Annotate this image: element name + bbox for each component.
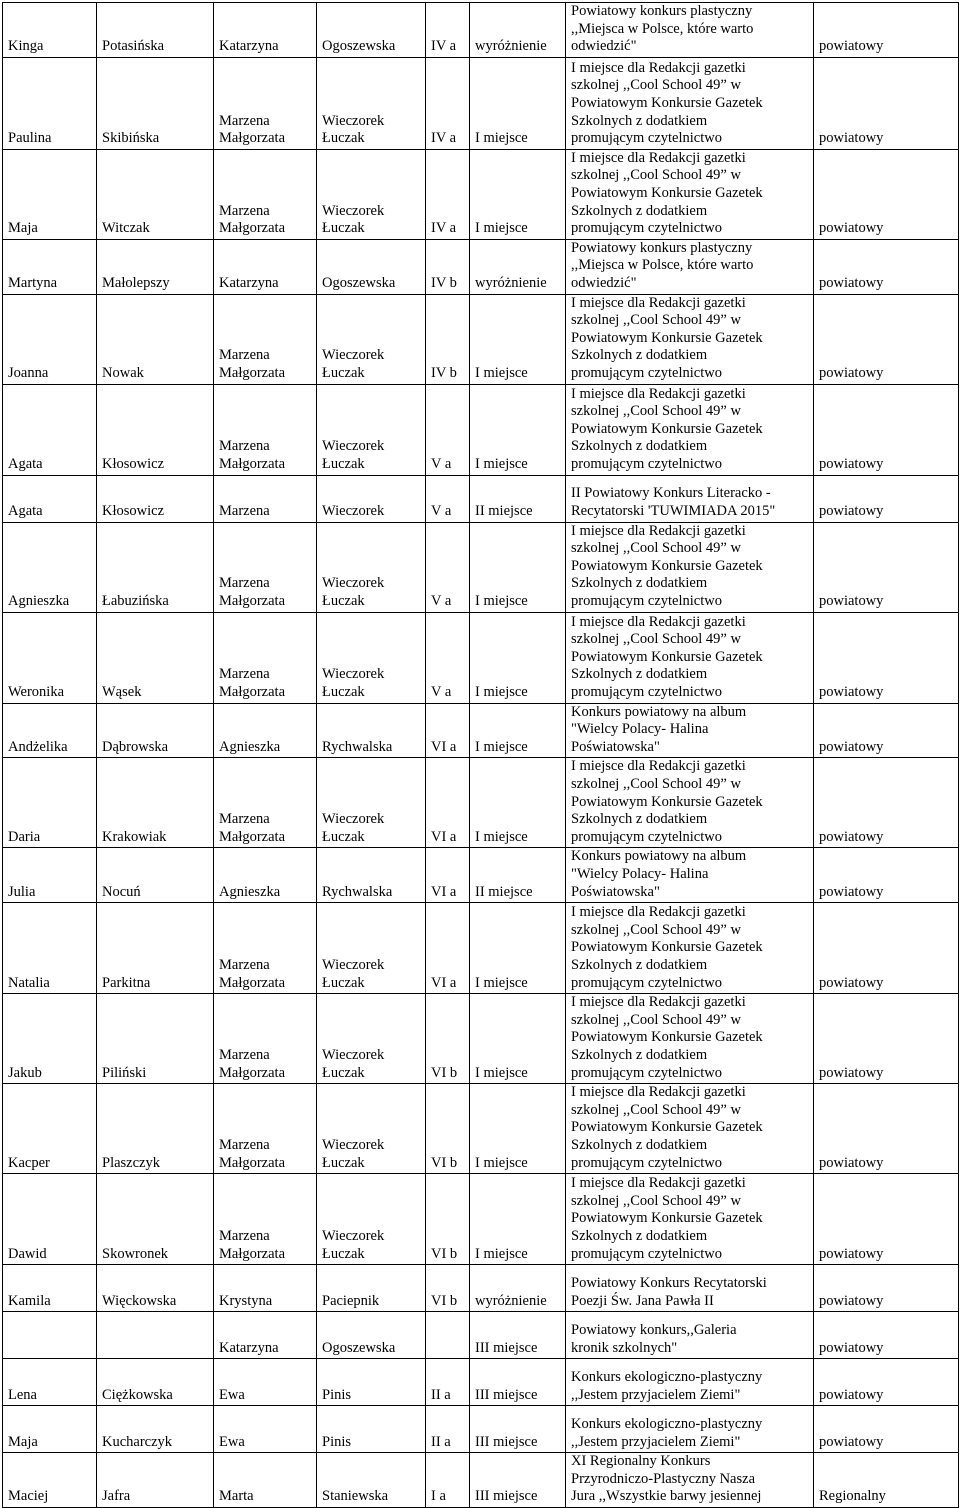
class-cell: VI b [426,1084,470,1174]
teacher-last-name: Wieczorek Łuczak [317,294,426,384]
class-cell: VI a [426,703,470,758]
placement-cell: II miejsce [470,475,566,522]
class-cell: IV a [426,57,470,149]
contest-cell: Powiatowy konkurs,,Galeria kronik szkolnych" [566,1312,814,1359]
placement-cell: I miejsce [470,149,566,239]
class-cell: II a [426,1406,470,1453]
placement-cell: I miejsce [470,1084,566,1174]
class-cell: IV b [426,294,470,384]
table-row [3,758,959,848]
level-cell: powiatowy [814,758,959,848]
placement-cell: I miejsce [470,903,566,994]
student-first-name: Maja [3,1406,97,1453]
contest-cell: I miejsce dla Redakcji gazetki szkolnej ,,Cool School 49” w Powiatowym Konkursie Gazetek Szkolnych z dodatkiem promującym czytelnictwo [566,57,814,149]
placement-cell: I miejsce [470,57,566,149]
level-cell: powiatowy [814,522,959,612]
student-first-name [3,1312,97,1359]
teacher-last-name: Ogoszewska [317,239,426,294]
level-cell: powiatowy [814,1312,959,1359]
teacher-first-name: Marzena Małgorzata [214,57,317,149]
student-last-name: Jafra [97,1453,214,1508]
placement-cell: III miejsce [470,1359,566,1406]
table-row [3,384,959,475]
class-cell: VI b [426,1174,470,1265]
student-last-name: Witczak [97,149,214,239]
teacher-last-name: Paciepnik [317,1265,426,1312]
placement-cell: I miejsce [470,1174,566,1265]
table-row [3,848,959,903]
level-cell: powiatowy [814,1359,959,1406]
teacher-first-name: Ewa [214,1406,317,1453]
teacher-first-name: Katarzyna [214,3,317,58]
class-cell: V a [426,522,470,612]
table-row [3,1359,959,1406]
teacher-last-name: Ogoszewska [317,3,426,58]
teacher-first-name: Marzena Małgorzata [214,522,317,612]
table-row [3,612,959,703]
teacher-last-name: Wieczorek Łuczak [317,994,426,1084]
level-cell: powiatowy [814,612,959,703]
student-first-name: Martyna [3,239,97,294]
level-cell: powiatowy [814,1174,959,1265]
student-first-name: Lena [3,1359,97,1406]
contest-cell: II Powiatowy Konkurs Literacko - Recytatorski 'TUWIMIADA 2015" [566,475,814,522]
contest-cell: I miejsce dla Redakcji gazetki szkolnej ,,Cool School 49” w Powiatowym Konkursie Gazetek Szkolnych z dodatkiem promującym czytelnictwo [566,294,814,384]
class-cell: IV a [426,149,470,239]
table-row [3,57,959,149]
student-first-name: Dawid [3,1174,97,1265]
teacher-last-name: Wieczorek Łuczak [317,1174,426,1265]
table-row [3,1453,959,1508]
placement-cell: I miejsce [470,384,566,475]
teacher-last-name: Wieczorek Łuczak [317,758,426,848]
placement-cell: wyróżnienie [470,3,566,58]
student-last-name: Nocuń [97,848,214,903]
teacher-first-name: Katarzyna [214,239,317,294]
student-last-name: Kłosowicz [97,475,214,522]
level-cell: powiatowy [814,903,959,994]
student-first-name: Weronika [3,612,97,703]
contest-cell: I miejsce dla Redakcji gazetki szkolnej ,,Cool School 49” w Powiatowym Konkursie Gazetek Szkolnych z dodatkiem promującym czytelnictwo [566,149,814,239]
teacher-last-name: Pinis [317,1406,426,1453]
table-row [3,522,959,612]
contest-cell: Powiatowy konkurs plastyczny ,,Miejsca w Polsce, które warto odwiedzić" [566,3,814,58]
placement-cell: II miejsce [470,848,566,903]
student-first-name: Kacper [3,1084,97,1174]
level-cell: Regionalny [814,1453,959,1508]
student-last-name: Krakowiak [97,758,214,848]
student-first-name: Paulina [3,57,97,149]
student-last-name: Małolepszy [97,239,214,294]
contest-cell: I miejsce dla Redakcji gazetki szkolnej ,,Cool School 49” w Powiatowym Konkursie Gazetek Szkolnych z dodatkiem promującym czytelnictwo [566,1174,814,1265]
contest-cell: I miejsce dla Redakcji gazetki szkolnej ,,Cool School 49” w Powiatowym Konkursie Gazetek Szkolnych z dodatkiem promującym czytelnictwo [566,384,814,475]
placement-cell: I miejsce [470,522,566,612]
student-first-name: Maja [3,149,97,239]
placement-cell: III miejsce [470,1312,566,1359]
level-cell: powiatowy [814,1265,959,1312]
level-cell: powiatowy [814,994,959,1084]
class-cell: II a [426,1359,470,1406]
student-last-name: Nowak [97,294,214,384]
teacher-last-name: Rychwalska [317,848,426,903]
contest-cell: Konkurs ekologiczno-plastyczny ,,Jestem przyjacielem Ziemi" [566,1406,814,1453]
level-cell: powiatowy [814,57,959,149]
table-row [3,994,959,1084]
teacher-first-name: Marzena Małgorzata [214,384,317,475]
student-first-name: Agata [3,384,97,475]
class-cell: V a [426,612,470,703]
class-cell: VI a [426,903,470,994]
teacher-first-name: Marzena Małgorzata [214,903,317,994]
student-last-name: Parkitna [97,903,214,994]
contest-cell: Konkurs ekologiczno-plastyczny ,,Jestem przyjacielem Ziemi" [566,1359,814,1406]
placement-cell: I miejsce [470,758,566,848]
table-row [3,903,959,994]
student-first-name: Julia [3,848,97,903]
level-cell: powiatowy [814,703,959,758]
contest-cell: I miejsce dla Redakcji gazetki szkolnej ,,Cool School 49” w Powiatowym Konkursie Gazetek Szkolnych z dodatkiem promującym czytelnictwo [566,522,814,612]
teacher-last-name: Wieczorek Łuczak [317,384,426,475]
student-first-name: Joanna [3,294,97,384]
student-first-name: Andżelika [3,703,97,758]
contest-cell: I miejsce dla Redakcji gazetki szkolnej ,,Cool School 49” w Powiatowym Konkursie Gazetek Szkolnych z dodatkiem promującym czytelnictwo [566,1084,814,1174]
level-cell: powiatowy [814,294,959,384]
class-cell: V a [426,384,470,475]
table-row [3,1406,959,1453]
contest-cell: I miejsce dla Redakcji gazetki szkolnej ,,Cool School 49” w Powiatowym Konkursie Gazetek Szkolnych z dodatkiem promującym czytelnictwo [566,758,814,848]
student-first-name: Agnieszka [3,522,97,612]
teacher-first-name: Katarzyna [214,1312,317,1359]
student-first-name: Agata [3,475,97,522]
teacher-last-name: Wieczorek [317,475,426,522]
teacher-last-name: Pinis [317,1359,426,1406]
teacher-last-name: Wieczorek Łuczak [317,522,426,612]
class-cell: IV b [426,239,470,294]
level-cell: powiatowy [814,384,959,475]
level-cell: powiatowy [814,239,959,294]
teacher-last-name: Wieczorek Łuczak [317,149,426,239]
level-cell: powiatowy [814,475,959,522]
teacher-first-name: Marzena Małgorzata [214,1084,317,1174]
table-row [3,1174,959,1265]
awards-table-body [3,3,959,1508]
student-last-name [97,1312,214,1359]
contest-cell: I miejsce dla Redakcji gazetki szkolnej ,,Cool School 49” w Powiatowym Konkursie Gazetek Szkolnych z dodatkiem promującym czytelnictwo [566,612,814,703]
class-cell: VI a [426,848,470,903]
level-cell: powiatowy [814,3,959,58]
table-row [3,149,959,239]
teacher-last-name: Ogoszewska [317,1312,426,1359]
class-cell: I a [426,1453,470,1508]
class-cell [426,1312,470,1359]
student-last-name: Kucharczyk [97,1406,214,1453]
placement-cell: I miejsce [470,703,566,758]
placement-cell: III miejsce [470,1453,566,1508]
placement-cell: III miejsce [470,1406,566,1453]
student-last-name: Skibińska [97,57,214,149]
teacher-first-name: Agnieszka [214,703,317,758]
class-cell: VI a [426,758,470,848]
teacher-first-name: Krystyna [214,1265,317,1312]
student-first-name: Kinga [3,3,97,58]
awards-table [2,2,959,1508]
table-row [3,1084,959,1174]
table-row [3,239,959,294]
student-last-name: Kłosowicz [97,384,214,475]
level-cell: powiatowy [814,1406,959,1453]
teacher-first-name: Marzena Małgorzata [214,1174,317,1265]
class-cell: VI b [426,1265,470,1312]
contest-cell: I miejsce dla Redakcji gazetki szkolnej ,,Cool School 49” w Powiatowym Konkursie Gazetek Szkolnych z dodatkiem promującym czytelnictwo [566,903,814,994]
placement-cell: wyróżnienie [470,239,566,294]
level-cell: powiatowy [814,848,959,903]
student-first-name: Kamila [3,1265,97,1312]
teacher-first-name: Ewa [214,1359,317,1406]
placement-cell: wyróżnienie [470,1265,566,1312]
student-first-name: Maciej [3,1453,97,1508]
level-cell: powiatowy [814,149,959,239]
teacher-last-name: Wieczorek Łuczak [317,1084,426,1174]
teacher-last-name: Wieczorek Łuczak [317,903,426,994]
teacher-first-name: Agnieszka [214,848,317,903]
student-last-name: Wąsek [97,612,214,703]
student-first-name: Jakub [3,994,97,1084]
teacher-first-name: Marzena Małgorzata [214,758,317,848]
placement-cell: I miejsce [470,612,566,703]
teacher-last-name: Wieczorek Łuczak [317,612,426,703]
teacher-first-name: Marzena Małgorzata [214,149,317,239]
teacher-last-name: Wieczorek Łuczak [317,57,426,149]
student-last-name: Potasińska [97,3,214,58]
contest-cell: Powiatowy Konkurs Recytatorski Poezji Św. Jana Pawła II [566,1265,814,1312]
table-row [3,1312,959,1359]
student-first-name: Daria [3,758,97,848]
contest-cell: I miejsce dla Redakcji gazetki szkolnej ,,Cool School 49” w Powiatowym Konkursie Gazetek Szkolnych z dodatkiem promującym czytelnictwo [566,994,814,1084]
table-row [3,1265,959,1312]
table-row [3,294,959,384]
contest-cell: Powiatowy konkurs plastyczny ,,Miejsca w Polsce, które warto odwiedzić" [566,239,814,294]
student-last-name: Dąbrowska [97,703,214,758]
class-cell: VI b [426,994,470,1084]
student-last-name: Skowronek [97,1174,214,1265]
teacher-first-name: Marzena Małgorzata [214,612,317,703]
student-last-name: Więckowska [97,1265,214,1312]
teacher-last-name: Rychwalska [317,703,426,758]
student-last-name: Łabuzińska [97,522,214,612]
teacher-first-name: Marta [214,1453,317,1508]
student-first-name: Natalia [3,903,97,994]
placement-cell: I miejsce [470,294,566,384]
teacher-first-name: Marzena Małgorzata [214,994,317,1084]
teacher-first-name: Marzena [214,475,317,522]
table-row [3,475,959,522]
student-last-name: Ciężkowska [97,1359,214,1406]
contest-cell: XI Regionalny Konkurs Przyrodniczo-Plastyczny Nasza Jura ,,Wszystkie barwy jesiennej [566,1453,814,1508]
class-cell: IV a [426,3,470,58]
level-cell: powiatowy [814,1084,959,1174]
placement-cell: I miejsce [470,994,566,1084]
student-last-name: Piliński [97,994,214,1084]
table-row [3,3,959,58]
teacher-first-name: Marzena Małgorzata [214,294,317,384]
class-cell: V a [426,475,470,522]
contest-cell: Konkurs powiatowy na album "Wielcy Polacy- Halina Poświatowska" [566,703,814,758]
teacher-last-name: Staniewska [317,1453,426,1508]
table-row [3,703,959,758]
contest-cell: Konkurs powiatowy na album "Wielcy Polacy- Halina Poświatowska" [566,848,814,903]
student-last-name: Plaszczyk [97,1084,214,1174]
